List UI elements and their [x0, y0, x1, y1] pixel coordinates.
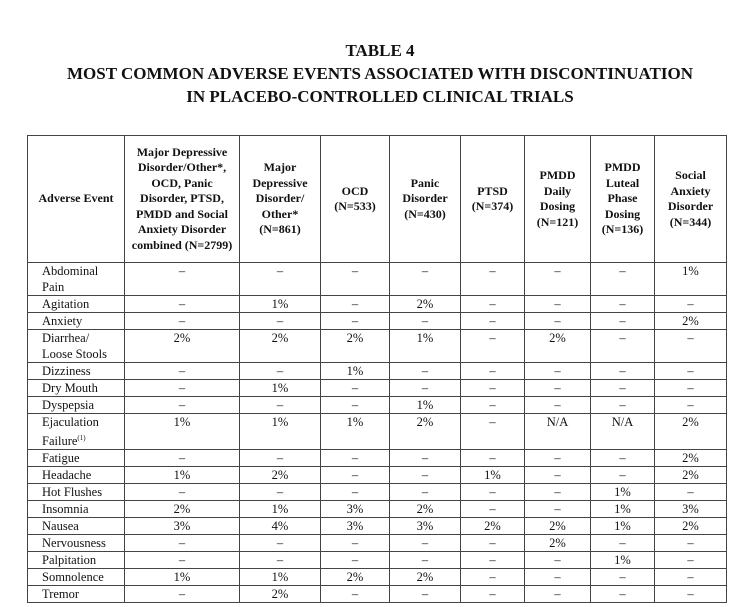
value-cell: – — [461, 569, 525, 586]
value-cell: 1% — [321, 363, 390, 380]
value-cell: 2% — [461, 518, 525, 535]
value-cell: – — [591, 467, 655, 484]
adverse-event-cell — [28, 586, 125, 603]
value-cell: 2% — [525, 518, 591, 535]
event-label: Dizziness — [42, 364, 91, 378]
value-cell: – — [321, 450, 390, 467]
value-cell: – — [125, 380, 240, 397]
adverse-event-cell — [28, 263, 125, 296]
value-cell: 2% — [240, 330, 321, 363]
value-cell: – — [461, 296, 525, 313]
value-cell: – — [591, 586, 655, 603]
value-cell: 2% — [125, 330, 240, 363]
value-cell: – — [655, 330, 727, 363]
adverse-event-cell — [28, 569, 125, 586]
value-cell: – — [655, 380, 727, 397]
value-cell: 3% — [390, 518, 461, 535]
value-cell: – — [390, 450, 461, 467]
event-label: Diarrhea/ Loose Stools — [42, 331, 107, 361]
value-cell: – — [461, 263, 525, 296]
value-cell: N/A — [525, 414, 591, 450]
column-header: PTSD (N=374) — [461, 136, 525, 263]
value-cell: – — [240, 484, 321, 501]
value-cell: 3% — [321, 501, 390, 518]
value-cell: 1% — [461, 467, 525, 484]
event-label: Headache — [42, 468, 92, 483]
value-cell: 2% — [390, 569, 461, 586]
value-cell: – — [390, 552, 461, 569]
value-cell: – — [390, 484, 461, 501]
adverse-events-table — [27, 135, 727, 603]
value-cell: 1% — [240, 501, 321, 518]
table-row — [28, 414, 727, 450]
value-cell: – — [525, 397, 591, 414]
value-cell: – — [525, 313, 591, 330]
value-cell: – — [655, 397, 727, 414]
table-row — [28, 380, 727, 397]
value-cell: – — [125, 535, 240, 552]
value-cell: – — [525, 501, 591, 518]
value-cell: – — [390, 535, 461, 552]
value-cell: 1% — [240, 569, 321, 586]
header-row — [28, 136, 727, 263]
value-cell: – — [655, 569, 727, 586]
table-row — [28, 484, 727, 501]
table-row — [28, 552, 727, 569]
value-cell: – — [591, 380, 655, 397]
column-header: Panic Disorder (N=430) — [390, 136, 461, 263]
title-line-1: TABLE 4 — [345, 41, 415, 60]
value-cell: – — [321, 467, 390, 484]
value-cell: – — [461, 380, 525, 397]
value-cell: – — [321, 313, 390, 330]
value-cell: 2% — [525, 330, 591, 363]
value-cell: 2% — [655, 450, 727, 467]
value-cell: 1% — [125, 467, 240, 484]
event-label: Palpitation — [42, 553, 97, 568]
title-line-2: MOST COMMON ADVERSE EVENTS ASSOCIATED WITH DISCONTINUATION — [67, 64, 693, 83]
value-cell: – — [461, 501, 525, 518]
value-cell: – — [655, 552, 727, 569]
table-row — [28, 296, 727, 313]
value-cell: – — [390, 467, 461, 484]
value-cell: – — [655, 363, 727, 380]
value-cell: – — [655, 586, 727, 603]
value-cell: 4% — [240, 518, 321, 535]
value-cell: – — [591, 263, 655, 296]
value-cell: 3% — [125, 518, 240, 535]
value-cell: – — [591, 296, 655, 313]
value-cell: 1% — [591, 518, 655, 535]
value-cell: – — [390, 380, 461, 397]
value-cell: 2% — [390, 501, 461, 518]
value-cell: – — [240, 397, 321, 414]
value-cell: – — [321, 397, 390, 414]
value-cell: – — [461, 450, 525, 467]
value-cell: – — [240, 535, 321, 552]
value-cell: – — [321, 552, 390, 569]
value-cell: – — [591, 569, 655, 586]
value-cell: 2% — [655, 467, 727, 484]
value-cell: 3% — [655, 501, 727, 518]
value-cell: – — [125, 263, 240, 296]
value-cell: – — [525, 569, 591, 586]
value-cell: – — [321, 296, 390, 313]
adverse-event-cell — [28, 484, 125, 501]
value-cell: – — [240, 363, 321, 380]
value-cell: – — [591, 535, 655, 552]
adverse-event-cell — [28, 414, 125, 450]
value-cell: – — [390, 313, 461, 330]
value-cell: – — [525, 552, 591, 569]
value-cell: – — [240, 552, 321, 569]
column-header: PMDD Daily Dosing (N=121) — [525, 136, 591, 263]
event-label: Insomnia — [42, 502, 89, 517]
value-cell: – — [525, 586, 591, 603]
value-cell: – — [591, 450, 655, 467]
table-title — [0, 39, 744, 108]
event-label: Dyspepsia — [42, 398, 95, 412]
value-cell: 2% — [655, 518, 727, 535]
value-cell: – — [321, 535, 390, 552]
value-cell: 2% — [390, 414, 461, 450]
value-cell: – — [461, 586, 525, 603]
adverse-event-cell — [28, 552, 125, 569]
value-cell: – — [390, 363, 461, 380]
value-cell: – — [655, 535, 727, 552]
event-label: Tremor — [42, 587, 80, 602]
value-cell: 1% — [390, 330, 461, 363]
value-cell: – — [525, 263, 591, 296]
value-cell: – — [461, 552, 525, 569]
event-label: Nausea — [42, 519, 79, 534]
adverse-event-cell — [28, 397, 125, 414]
value-cell: – — [655, 296, 727, 313]
adverse-event-cell — [28, 380, 125, 397]
event-label: Nervousness — [42, 536, 106, 551]
table-row — [28, 313, 727, 330]
column-header: Adverse Event — [28, 136, 125, 263]
value-cell: 1% — [321, 414, 390, 450]
value-cell: – — [125, 484, 240, 501]
value-cell: – — [461, 313, 525, 330]
value-cell: – — [390, 586, 461, 603]
column-header: Social Anxiety Disorder (N=344) — [655, 136, 727, 263]
value-cell: – — [461, 363, 525, 380]
table-row — [28, 330, 727, 363]
value-cell: 1% — [591, 501, 655, 518]
value-cell: – — [525, 296, 591, 313]
event-label: Ejaculation Failure — [42, 415, 99, 449]
table-row — [28, 518, 727, 535]
adverse-event-cell — [28, 450, 125, 467]
adverse-event-cell — [28, 501, 125, 518]
adverse-event-cell — [28, 535, 125, 552]
value-cell: – — [461, 414, 525, 450]
table-row — [28, 397, 727, 414]
value-cell: 1% — [390, 397, 461, 414]
value-cell: 2% — [655, 414, 727, 450]
table-row — [28, 569, 727, 586]
value-cell: – — [240, 450, 321, 467]
value-cell: 2% — [240, 467, 321, 484]
value-cell: – — [525, 484, 591, 501]
table-row — [28, 501, 727, 518]
value-cell: 1% — [591, 484, 655, 501]
value-cell: – — [125, 586, 240, 603]
value-cell: – — [591, 397, 655, 414]
value-cell: – — [125, 296, 240, 313]
value-cell: 3% — [321, 518, 390, 535]
column-header: OCD (N=533) — [321, 136, 390, 263]
table-row — [28, 450, 727, 467]
event-label: Anxiety — [42, 314, 83, 328]
value-cell: – — [125, 363, 240, 380]
adverse-event-cell — [28, 467, 125, 484]
event-label: Agitation — [42, 297, 90, 311]
column-header: PMDD Luteal Phase Dosing (N=136) — [591, 136, 655, 263]
value-cell: 1% — [240, 380, 321, 397]
value-cell: – — [125, 450, 240, 467]
value-cell: – — [525, 450, 591, 467]
adverse-event-cell — [28, 518, 125, 535]
value-cell: 1% — [125, 569, 240, 586]
value-cell: – — [125, 313, 240, 330]
adverse-event-cell — [28, 363, 125, 380]
value-cell: – — [655, 484, 727, 501]
value-cell: – — [461, 484, 525, 501]
value-cell: 1% — [240, 414, 321, 450]
value-cell: – — [525, 380, 591, 397]
event-label: Hot Flushes — [42, 485, 103, 500]
adverse-event-cell — [28, 296, 125, 313]
value-cell: – — [591, 363, 655, 380]
adverse-event-cell — [28, 313, 125, 330]
value-cell: 2% — [125, 501, 240, 518]
value-cell: N/A — [591, 414, 655, 450]
event-label: Dry Mouth — [42, 381, 98, 395]
footnote-marker: (1) — [77, 434, 86, 442]
value-cell: 1% — [240, 296, 321, 313]
value-cell: – — [321, 380, 390, 397]
value-cell: 2% — [321, 569, 390, 586]
value-cell: 1% — [591, 552, 655, 569]
event-label: Somnolence — [42, 570, 104, 585]
event-label: Fatigue — [42, 451, 80, 466]
column-header: Major Depressive Disorder/Other*, OCD, Panic Disorder, PTSD, PMDD and Social Anxiety Disorder combined (N=2799) — [125, 136, 240, 263]
title-line-3: IN PLACEBO-CONTROLLED CLINICAL TRIALS — [186, 87, 574, 106]
value-cell: 2% — [240, 586, 321, 603]
value-cell: 2% — [321, 330, 390, 363]
value-cell: – — [125, 397, 240, 414]
table-row — [28, 263, 727, 296]
value-cell: 1% — [655, 263, 727, 296]
table-row — [28, 363, 727, 380]
column-header: Major Depressive Disorder/ Other* (N=861) — [240, 136, 321, 263]
value-cell: – — [525, 363, 591, 380]
table-row — [28, 467, 727, 484]
value-cell: – — [525, 467, 591, 484]
value-cell: 2% — [390, 296, 461, 313]
value-cell: 2% — [655, 313, 727, 330]
value-cell: 1% — [125, 414, 240, 450]
table-row — [28, 586, 727, 603]
value-cell: – — [390, 263, 461, 296]
value-cell: – — [321, 484, 390, 501]
value-cell: – — [125, 552, 240, 569]
value-cell: – — [461, 397, 525, 414]
value-cell: – — [240, 263, 321, 296]
value-cell: – — [240, 313, 321, 330]
value-cell: – — [321, 263, 390, 296]
value-cell: – — [591, 313, 655, 330]
value-cell: – — [591, 330, 655, 363]
value-cell: – — [321, 586, 390, 603]
value-cell: 2% — [525, 535, 591, 552]
value-cell: – — [461, 330, 525, 363]
adverse-event-cell — [28, 330, 125, 363]
table-row — [28, 535, 727, 552]
event-label: Abdominal Pain — [42, 264, 99, 294]
value-cell: – — [461, 535, 525, 552]
